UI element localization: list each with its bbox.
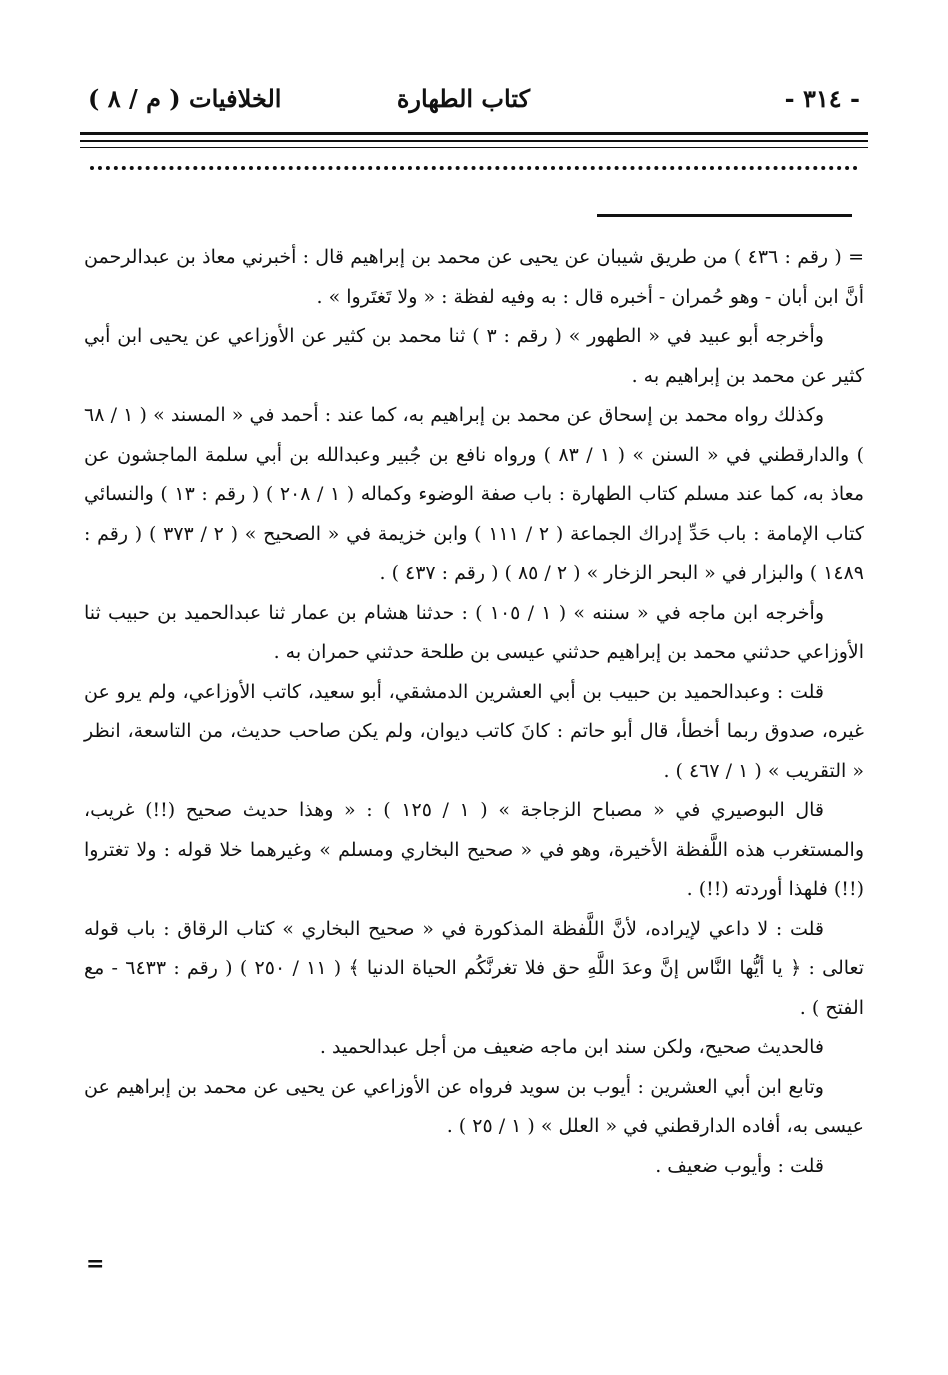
header-rule-thick bbox=[80, 132, 868, 135]
paragraph-10: قلت : وأيوب ضعيف . bbox=[655, 1154, 824, 1177]
book-title: كتاب الطهارة bbox=[396, 84, 530, 113]
paragraph-1: = ( رقم : ٤٣٦ ) من طريق شيبان عن يحيى عن محمد بن إبراهيم قال : أخبرني معاذ بن عبدالرحمن أنَّ ابن أبان - وهو حُمران - أخبره قال : به وفيه لفظة : « ولا تَغتَروا » . bbox=[84, 246, 864, 308]
paragraph-3: وكذلك رواه محمد بن إسحاق عن محمد بن إبراهيم به، كما عند : أحمد في « المسند » ( ١ / ٦٨ ) والدارقطني في « السنن » ( ١ / ٨٣ ) ورواه نافع بن جُبير وعبدالله بن أبي سلمة الماجشون عن معاذ به، كما عند مسلم كتاب الطهارة : باب صفة الوضوء وكماله ( ١ / ٢٠٨ ) ( رقم : ١٣ ) والنسائي كتاب الإمامة : باب حَدِّ إدراك الجماعة ( ٢ / ١١١ ) وابن خزيمة في « الصحيح » ( ٢ / ٣٧٣ ) ( رقم : ١٤٨٩ ) والبزار في « البحر الزخار » ( ٢ / ٨٥ ) ( رقم : ٤٣٧ ) . bbox=[84, 404, 865, 584]
header-rule-thin bbox=[80, 147, 868, 148]
paragraph-9: وتابع ابن أبي العشرين : أيوب بن سويد فرواه عن الأوزاعي عن يحيى عن محمد بن إبراهيم عن عيسى به، أفاده الدارقطني في « العلل » ( ١ / ٢٥ ) . bbox=[84, 1075, 864, 1137]
page-header bbox=[88, 80, 860, 120]
footnote-separator-rule bbox=[597, 214, 852, 217]
paragraph-8: فالحديث صحيح، ولكن سند ابن ماجه ضعيف من أجل عبدالحميد . bbox=[319, 1036, 824, 1058]
footnote-body bbox=[84, 238, 864, 1186]
paragraph-5: قلت : وعبدالحميد بن حبيب بن أبي العشرين الدمشقي، أبو سعيد، كاتب الأوزاعي، ولم يرو عن غيره، صدوق ربما أخطأ، قال أبو حاتم : كانَ كاتب ديوان، ولم يكن صاحب حديث، من التاسعة، انظر « التقريب » ( ١ / ٤٦٧ ) . bbox=[84, 680, 864, 782]
page-number: - ٣١٤ - bbox=[784, 84, 860, 113]
paragraph-4: وأخرجه ابن ماجه في « سننه » ( ١ / ١٠٥ ) : حدثنا هشام بن عمار ثنا عبدالحميد بن حبيب ثنا الأوزاعي حدثني محمد بن إبراهيم حدثني عيسى بن طلحة حدثني حمران به . bbox=[84, 601, 864, 663]
section-title: الخلافيات ( م / ٨ ) bbox=[88, 84, 282, 113]
paragraph-2: وأخرجه أبو عبيد في « الطهور » ( رقم : ٣ ) ثنا محمد بن كثير عن الأوزاعي عن يحيى ابن أبي كثير عن محمد بن إبراهيم به . bbox=[84, 325, 864, 387]
paragraph-6: قال البوصيري في « مصباح الزجاجة » ( ١ / ١٢٥ ) : « وهذا حديث صحيح (!!) غريب، والمستغرب هذه اللَّفظة الأخيرة، وهو في « صحيح البخاري ومسلم » وغيرهما خلا قوله : ولا تغتروا (!!) فلهذا أوردته (!!) . bbox=[84, 799, 864, 900]
header-rule-middle bbox=[80, 140, 868, 142]
paragraph-7: قلت : لا داعي لإيراده، لأنَّ اللَّفظة المذكورة في « صحيح البخاري » كتاب الرقاق : باب قوله تعالى : ﴿ يا أيُّها النَّاس إنَّ وعدَ اللَّهِ حق فلا تغرنَّكُم الحياة الدنيا ﴾ ( ١١ / ٢٥٠ ) ( رقم : ٦٤٣٣ - مع الفتح ) . bbox=[84, 917, 865, 1019]
continuation-mark: = bbox=[86, 1251, 105, 1277]
dotted-separator bbox=[90, 166, 858, 190]
